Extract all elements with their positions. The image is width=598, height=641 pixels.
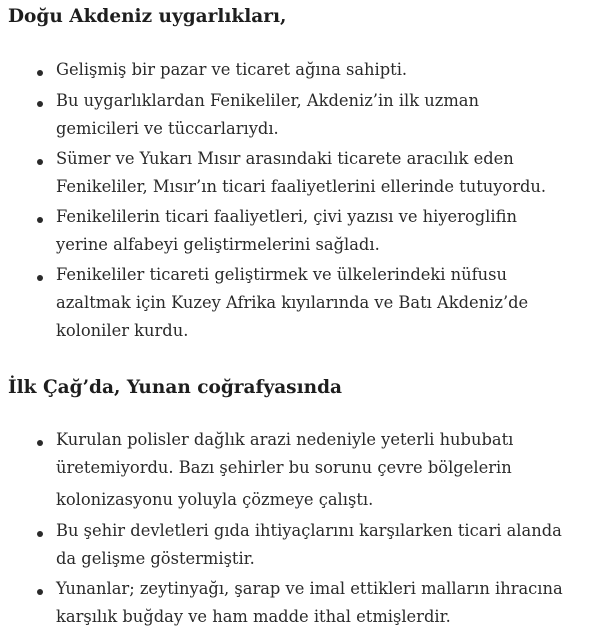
bullet-icon (37, 531, 43, 537)
bullet-icon (37, 440, 43, 446)
bullet-icon (37, 589, 43, 595)
list-item-text: Sümer ve Yukarı Mısır arasındaki ticarete aracılık eden (56, 149, 514, 168)
bullet-icon (37, 275, 43, 281)
list-item-text: gemicileri ve tüccarlarıydı. (56, 119, 279, 138)
list-item-text: azaltmak için Kuzey Afrika kıyılarında ve Batı Akdeniz’de (56, 293, 529, 312)
list-item-text: Gelişmiş bir pazar ve ticaret ağına sahipti. (56, 60, 408, 79)
list-item-text: da gelişme göstermiştir. (56, 549, 255, 568)
list-item-text: yerine alfabeyi geliştirmelerini sağladı. (56, 235, 380, 254)
bullet-icon (37, 217, 43, 223)
list-item-text: Fenikelilerin ticari faaliyetleri, çivi yazısı ve hiyeroglifin (56, 207, 517, 226)
list-item-text: kolonizasyonu yoluyla çözmeye çalıştı. (56, 490, 374, 509)
list-item-text: Fenikeliler, Mısır’ın ticari faaliyetlerini ellerinde tutuyordu. (56, 177, 547, 196)
list-item-text: Fenikeliler ticareti geliştirmek ve ülkelerindeki nüfusu (56, 265, 507, 284)
list-item-text: Kurulan polisler dağlık arazi nedeniyle yeterli hububatı (56, 430, 514, 449)
section-heading-dogu-akdeniz: Doğu Akdeniz uygarlıkları, (8, 6, 287, 27)
list-item-text: üretemiyordu. Bazı şehirler bu sorunu çevre bölgelerin (56, 458, 512, 477)
list-item-text: Bu şehir devletleri gıda ihtiyaçlarını karşılarken ticari alanda (56, 521, 562, 540)
list-item-text: koloniler kurdu. (56, 321, 189, 340)
list-item-text: Yunanlar; zeytinyağı, şarap ve imal ettikleri malların ihracına (56, 579, 563, 598)
section-heading-ilk-cag: İlk Çağ’da, Yunan coğrafyasında (8, 377, 342, 398)
bullet-icon (37, 159, 43, 165)
list-item-text: Bu uygarlıklardan Fenikeliler, Akdeniz’in ilk uzman (56, 91, 479, 110)
bullet-icon (37, 70, 43, 76)
list-item-text: karşılık buğday ve ham madde ithal etmişlerdir. (56, 607, 451, 626)
bullet-icon (37, 101, 43, 107)
